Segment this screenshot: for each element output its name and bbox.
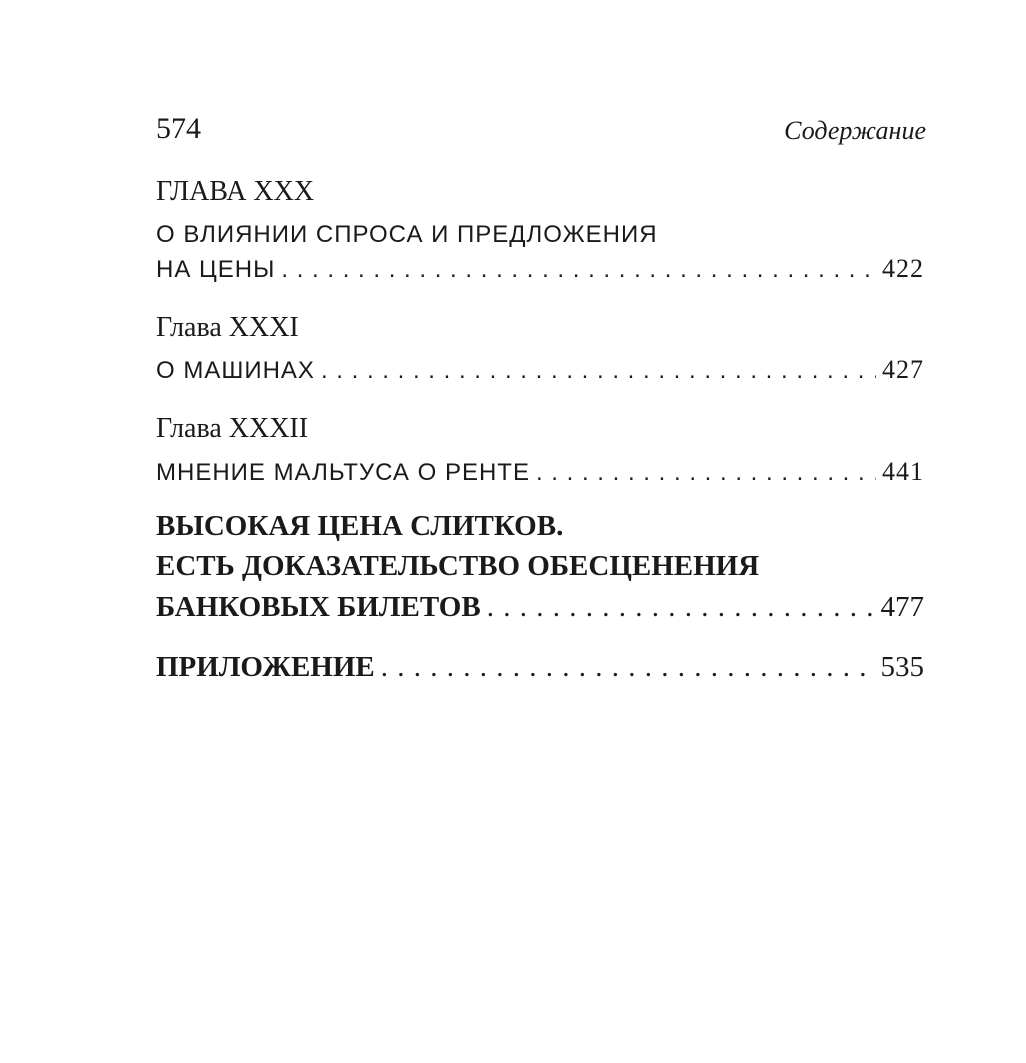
toc-title-last-line: НА ЦЕНЫ xyxy=(156,256,276,283)
dot-leader xyxy=(487,591,875,624)
dot-leader xyxy=(536,459,876,487)
toc-page-number: 535 xyxy=(880,651,924,683)
toc-entry-row[interactable] xyxy=(156,355,924,385)
toc-entry-row[interactable] xyxy=(156,591,924,624)
toc-chapter-label: Глава XXXII xyxy=(156,413,309,444)
toc-page-number: 422 xyxy=(882,254,924,283)
toc-entry-row[interactable] xyxy=(156,457,924,487)
dot-leader xyxy=(321,357,876,385)
running-head xyxy=(156,112,926,152)
toc-title-last-line: МНЕНИЕ МАЛЬТУСА О РЕНТЕ xyxy=(156,459,530,486)
toc-page-number: 477 xyxy=(880,591,924,623)
page-number: 574 xyxy=(156,112,201,145)
dot-leader xyxy=(381,651,875,684)
section-name: Содержание xyxy=(784,116,926,145)
toc-page-number: 441 xyxy=(882,457,924,486)
toc-title-last-line: О МАШИНАХ xyxy=(156,357,315,384)
dot-leader xyxy=(281,256,876,284)
toc-entry-row[interactable] xyxy=(156,254,924,284)
toc-chapter-label: ГЛАВА XXX xyxy=(156,176,315,207)
toc-title-line: ЕСТЬ ДОКАЗАТЕЛЬСТВО ОБЕСЦЕНЕНИЯ xyxy=(156,550,760,582)
toc-chapter-label: Глава XXXI xyxy=(156,312,299,343)
toc-page-number: 427 xyxy=(882,355,924,384)
toc-title-line: О ВЛИЯНИИ СПРОСА И ПРЕДЛОЖЕНИЯ xyxy=(156,221,658,248)
toc-title-last-line: БАНКОВЫХ БИЛЕТОВ xyxy=(156,591,481,623)
toc-entry-row[interactable] xyxy=(156,651,924,684)
toc-title-last-line: ПРИЛОЖЕНИЕ xyxy=(156,651,375,683)
toc-title-line: ВЫСОКАЯ ЦЕНА СЛИТКОВ. xyxy=(156,510,564,542)
